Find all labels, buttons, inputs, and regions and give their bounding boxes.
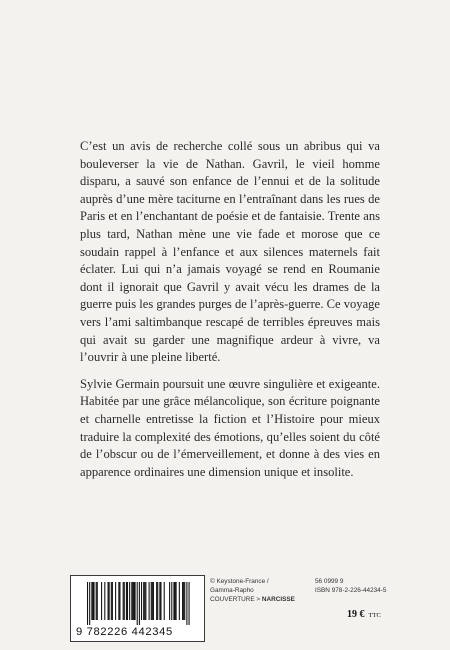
- price-suffix: TTC: [368, 612, 381, 619]
- barcode-bar: [132, 582, 133, 620]
- barcode-bar: [133, 582, 134, 620]
- price: [347, 604, 381, 622]
- cover-credit: [210, 595, 295, 604]
- barcode-bar: [124, 582, 125, 620]
- barcode-bar: [156, 582, 157, 620]
- barcode-bar: [174, 582, 175, 620]
- barcode-bar: [183, 582, 184, 620]
- barcode-bar: [141, 582, 142, 620]
- isbn: ISBN 978-2-226-44234-5: [315, 587, 387, 595]
- barcode-bar: [144, 582, 145, 620]
- photo-credits: [210, 577, 295, 605]
- barcode-bar: [111, 582, 112, 620]
- barcode-bar: [96, 582, 97, 620]
- barcode-bar: [173, 582, 174, 620]
- barcode-bar: [109, 582, 110, 620]
- product-info: [315, 577, 386, 595]
- price-amount: 19 €: [347, 609, 365, 620]
- barcode-bar: [108, 582, 109, 620]
- barcode-bar: [184, 582, 185, 620]
- barcode-bar: [151, 582, 152, 620]
- barcode-bar: [171, 582, 172, 620]
- barcode-bar: [145, 582, 146, 620]
- synopsis-paragraph: C’est un avis de recherche collé sous un abribus qui va bouleverser la vie de Nathan. Gavril, le vieil homme disparu, a sauvé son enfance de l’ennui et de la solitude auprès d’une mère taciturne en l’entraînant dans les rues de Paris et en l’enchantant de poésie et de fantaisie. Trente ans plus tard, Nathan mène une vie fade et morose que ce soudain rappel à l’enfance et aux silences maternels fait éclater. Lui qui n’a jamais voyagé se rend en Roumanie dont il ignorait que Gavril y avait vécu les drames de la guerre puis les grandes purges de l’après-guerre. Ce voyage vers l’ami saltimbanque rescapé de terribles épreuves mais qui avait su garder une magnifique ardeur à vivre, va l’ouvrir à une pleine liberté.: [80, 139, 380, 365]
- barcode-bar: [182, 582, 183, 620]
- barcode-bar: [137, 582, 138, 625]
- barcode-bar: [143, 582, 144, 620]
- barcode-bar: [159, 582, 160, 620]
- barcode-bar: [186, 582, 187, 625]
- barcode-bar: [179, 582, 180, 620]
- barcode-bar: [160, 582, 161, 620]
- barcode-bar: [119, 582, 120, 620]
- barcode-bar: [169, 582, 170, 620]
- barcode-bar: [89, 582, 90, 625]
- barcode-bar: [126, 582, 127, 620]
- barcode-bar: [153, 582, 154, 620]
- barcode-bar: [164, 582, 165, 620]
- credit-line-2: Gamma-Rapho: [210, 587, 254, 595]
- barcode-bar: [112, 582, 113, 620]
- barcode-bar: [176, 582, 177, 620]
- barcode-bar: [189, 582, 190, 625]
- blurb: [80, 138, 380, 481]
- barcode-bar: [101, 582, 102, 620]
- barcode-bar: [129, 582, 130, 620]
- barcode-bar: [157, 582, 158, 620]
- barcode-bar: [139, 582, 140, 625]
- barcode-digits: 9 782226 442345: [76, 626, 173, 638]
- barcode-bar: [152, 582, 153, 620]
- barcode-bar: [115, 582, 116, 620]
- barcode-bars: [87, 582, 190, 626]
- cover-credit-prefix: COUVERTURE >: [210, 596, 262, 604]
- barcode-bar: [93, 582, 94, 620]
- product-code: 56 0999 9: [315, 578, 344, 585]
- barcode-bar: [131, 582, 132, 620]
- barcode-bar: [87, 582, 88, 625]
- barcode-bar: [92, 582, 93, 620]
- barcode-bar: [91, 582, 92, 620]
- barcode-bar: [104, 582, 105, 620]
- barcode-bar: [118, 582, 119, 620]
- barcode-bar: [123, 582, 124, 620]
- barcode-bar: [97, 582, 98, 620]
- barcode-bar: [149, 582, 150, 620]
- author-paragraph: Sylvie Germain poursuit une œuvre singulière et exigeante. Habitée par une grâce mélancolique, son écriture poignante et charnelle entretisse la fiction et l’Histoire pour mieux traduire la complexité des émotions, qu’elles soient du côté de l’obscur ou de l’émerveillement, et donne à des vies en apparence ordinaires une dimension unique et insolite.: [80, 376, 380, 479]
- barcode: [70, 575, 205, 642]
- cover-credit-brand: NARCISSE: [261, 596, 295, 604]
- barcode-bar: [135, 582, 136, 620]
- barcode-bar: [127, 582, 128, 620]
- credit-line-1: © Keystone-France /: [210, 578, 269, 585]
